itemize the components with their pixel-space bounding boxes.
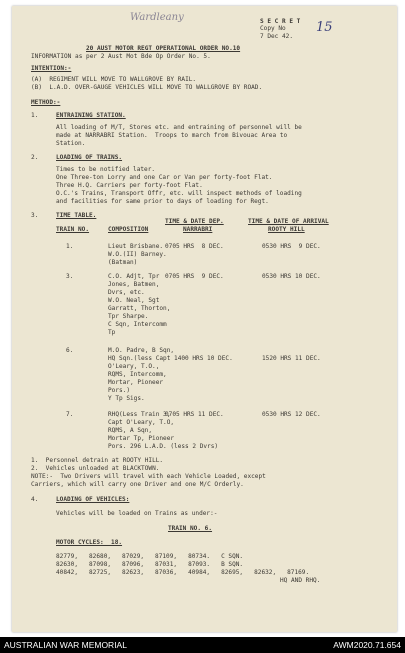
departure-time: 0705 HRS 8 DEC. [165, 243, 224, 250]
copy-number-label: Copy No [260, 25, 286, 32]
section-2-line: Three H.Q. Carriers per forty-foot Flat. [56, 182, 203, 189]
column-header-departure-place: NARRABRI [183, 226, 213, 233]
document-date: 7 Dec 42. [260, 33, 294, 40]
section-2-heading: LOADING OF TRAINS. [56, 154, 123, 161]
composition-line: Pors. 296 L.A.D. (less 2 Dvrs) [108, 443, 219, 450]
archive-reference: AWM2020.71.654 [333, 640, 401, 650]
train-number: 6. [66, 347, 74, 354]
section-2-line: and facilities for same prior to days of loading for Regt. [56, 198, 269, 205]
archive-caption-bar [0, 637, 405, 653]
section-2-line: O.C.'s Trains, Transport Offr, etc. will inspect methods of loading [56, 190, 302, 197]
composition-line: Y Tp Sigs. [108, 395, 145, 402]
composition-line: Mortar, Pioneer [108, 379, 164, 386]
composition-line: Tpr Sharpe. [108, 313, 149, 320]
composition-line: M.O. Padre, B Sqn, [108, 347, 175, 354]
column-header-composition: COMPOSITION [108, 226, 149, 233]
train-number: 1. [66, 243, 74, 250]
composition-line: RQMS, A Sqn, [108, 427, 153, 434]
train-number: 3. [66, 273, 74, 280]
timetable-note: 1. Personnel detrain at ROOTY HILL. [31, 457, 164, 464]
composition-line: Dvrs, etc. [108, 289, 145, 296]
departure-time: 0705 HRS 11 DEC. [165, 411, 224, 418]
section-1-line: All loading of M/T, Stores etc. and entraining of personnel will be [56, 124, 302, 131]
section-2-line: One Three-ton Lorry and one Car or Van per forty-foot Flat. [56, 174, 273, 181]
arrival-time: 0530 HRS 12 DEC. [262, 411, 321, 418]
handwritten-copy-number: 15 [316, 20, 333, 35]
information-line: INFORMATION as per 2 Aust Mot Bde Op Order No. 5. [31, 53, 211, 60]
handwritten-annotation: Wardleany [130, 12, 184, 23]
section-4-heading: LOADING OF VEHICLES: [56, 496, 130, 503]
section-2-line: Times to be notified later. [56, 166, 156, 173]
composition-line: C Sqn, Intercomm [108, 321, 167, 328]
composition-line: O'Leary, T.O., [108, 363, 160, 370]
section-3-number: 3. [31, 212, 39, 219]
section-1-line: made at NARRABRI Station. Troops to march from Bivouac Area to [56, 132, 288, 139]
section-1-heading: ENTRAINING STATION. [56, 112, 126, 119]
archive-name: AUSTRALIAN WAR MEMORIAL [4, 640, 127, 650]
train-number: 7. [66, 411, 74, 418]
section-3-heading: TIME TABLE. [56, 212, 97, 219]
composition-line: HQ Sqn.(less Capt 1400 HRS 10 DEC. [108, 355, 233, 362]
section-2-number: 2. [31, 154, 39, 161]
arrival-time: 1520 HRS 11 DEC. [262, 355, 321, 362]
composition-line: C.O. Adjt, Tpr [108, 273, 160, 280]
motor-cycle-row: 40842, 82725, 82623, 87036, 40984, 82695, 82632, 87169. [56, 569, 310, 576]
composition-line: (Batman) [108, 259, 138, 266]
composition-line: Capt O'Leary, T.O, [108, 419, 175, 426]
column-header-train: TRAIN NO. [56, 226, 90, 233]
motor-cycle-row-suffix: HQ AND RHQ. [280, 577, 321, 584]
classification-secret: S E C R E T [260, 18, 301, 25]
section-4-number: 4. [31, 496, 39, 503]
document-title: 20 AUST MOTOR REGT OPERATIONAL ORDER NO.10 [86, 45, 241, 52]
composition-line: Mortar Tp, Pioneer [108, 435, 175, 442]
composition-line: Pors.) [108, 387, 131, 394]
intention-a: (A) REGIMENT WILL MOVE TO WALLGROVE BY RAIL. [31, 76, 197, 83]
column-header-arrival: TIME & DATE OF ARRIVAL [248, 218, 329, 225]
arrival-time: 0530 HRS 9 DEC. [262, 243, 321, 250]
composition-line: RHQ(Less Train 3, [108, 411, 171, 418]
timetable-note: Carriers, which will carry one Driver and one M/C Orderly. [31, 481, 244, 488]
arrival-time: 0530 HRS 10 DEC. [262, 273, 321, 280]
composition-line: Tp [108, 329, 116, 336]
document-page [12, 6, 397, 632]
section-1-number: 1. [31, 112, 39, 119]
composition-line: Lieut Brisbane. [108, 243, 164, 250]
column-header-arrival-place: ROOTY HILL [268, 226, 305, 233]
motor-cycles-label: MOTOR CYCLES: 18. [56, 539, 123, 546]
composition-line: Jones, Batmen, [108, 281, 160, 288]
composition-line: RQMS, Intercomm, [108, 371, 167, 378]
composition-line: W.O. Neal, Sgt [108, 297, 160, 304]
section-4-intro: Vehicles will be loaded on Trains as under:- [56, 510, 218, 517]
motor-cycle-row: 82630, 87098, 87096, 87031, 87093. B SQN. [56, 561, 244, 568]
composition-line: Garratt, Thorton, [108, 305, 171, 312]
departure-time: 0705 HRS 9 DEC. [165, 273, 224, 280]
timetable-note: 2. Vehicles unloaded at BLACKTOWN. [31, 465, 160, 472]
section-1-line: Station. [56, 140, 86, 147]
motor-cycle-row: 82779, 82680, 87029, 87109, 80734. C SQN. [56, 553, 244, 560]
composition-line: W.O.(II) Barney. [108, 251, 167, 258]
intention-b: (B) L.A.D. OVER-GAUGE VEHICLES WILL MOVE TO WALLGROVE BY ROAD. [31, 84, 263, 91]
method-heading: METHOD:- [31, 99, 61, 106]
intention-heading: INTENTION:- [31, 65, 72, 72]
column-header-departure: TIME & DATE DEP. [165, 218, 224, 225]
train-six-heading: TRAIN NO. 6. [168, 525, 213, 532]
timetable-note: NOTE:- Two Drivers will travel with each Vehicle Loaded, except [31, 473, 266, 480]
